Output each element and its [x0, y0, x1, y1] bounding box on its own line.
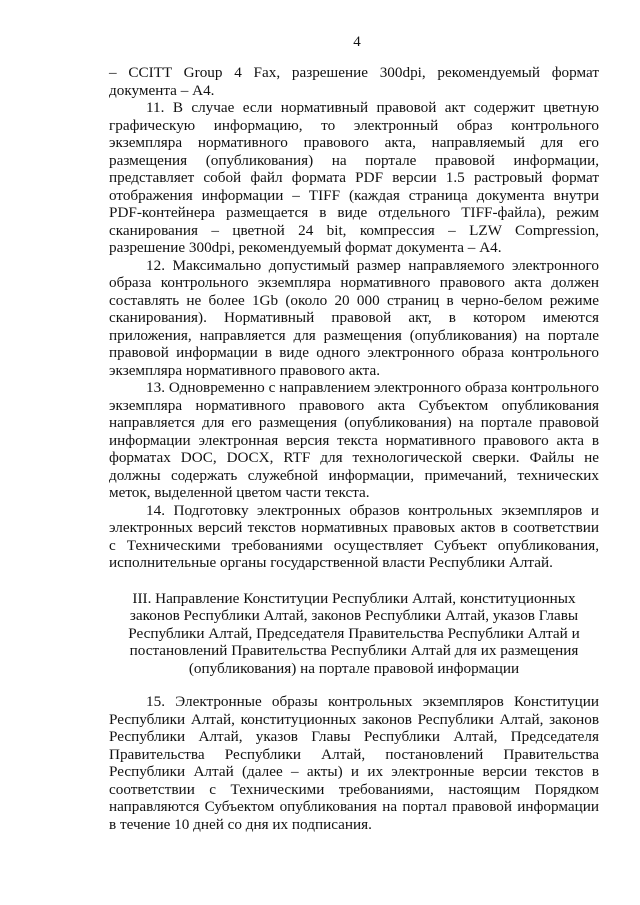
section-heading: III. Направление Конституции Республики Алтай, конституционных законов Республики Алтай, законов Республики Алтай, указов Главы Республики Алтай, Председателя Правительства Республики Алтай и постановлений Правительства Республики Алтай для их размещения (опубликования) на портале правовой информации: [128, 589, 580, 677]
paragraph-item-11: 11. В случае если нормативный правовой акт содержит цветную графическую информацию, то электронный образ контрольного экземпляра нормативного правового акта, направляемый для его размещения (опубликования) на портале правовой информации, представляет собой файл формата PDF версии 1.5 растровый формат отображения информации – TIFF (каждая страница документа внутри PDF-контейнера размещается в виде отдельного TIFF-файла), режим сканирования – цветной 24 bit, компрессия – LZW Compression, разрешение 300dpi, рекомендуемый формат документа – А4.: [109, 99, 599, 256]
paragraph-item-13: 13. Одновременно с направлением электронного образа контрольного экземпляра нормативного правового акта Субъектом опубликования направляется для его размещения (опубликования) на портале правовой информации электронная версия текста нормативного правового акта в форматах DOC, DOCX, RTF для технологической сверки. Файлы не должны содержать служебной информации, примечаний, технических меток, выделенной цветом части текста.: [109, 379, 599, 501]
paragraph-item-12: 12. Максимально допустимый размер направляемого электронного образа контрольного экземпляра нормативного правового акта должен составлять не более 1Gb (около 20 000 страниц в черно-белом режиме сканирования). Нормативный правовой акт, в котором имеются приложения, направляется для размещения (опубликования) на портале правовой информации в виде одного электронного образа контрольного экземпляра нормативного правового акта.: [109, 256, 599, 379]
paragraph-continuation: – CCITT Group 4 Fax, разрешение 300dpi, рекомендуемый формат документа – А4.: [109, 64, 599, 99]
paragraph-item-15: 15. Электронные образы контрольных экземпляров Конституции Республики Алтай, конституционных законов Республики Алтай, законов Республики Алтай, указов Главы Республики Алтай, Председателя Правительства Республики Алтай, постановлений Правительства Республики Алтай (далее – акты) и их электронные версии текстов в соответствии с Техническими требованиями, настоящим Порядком направляются Субъектом опубликования на портал правовой информации в течение 10 дней со дня их подписания.: [109, 693, 599, 833]
document-body: [109, 64, 599, 833]
page-number: 4: [353, 34, 361, 50]
paragraph-item-14: 14. Подготовку электронных образов контрольных экземпляров и электронных версий текстов нормативных правовых актов в соответствии с Техническими требованиями осуществляет Субъект опубликования, исполнительные органы государственной власти Республики Алтай.: [109, 501, 599, 571]
